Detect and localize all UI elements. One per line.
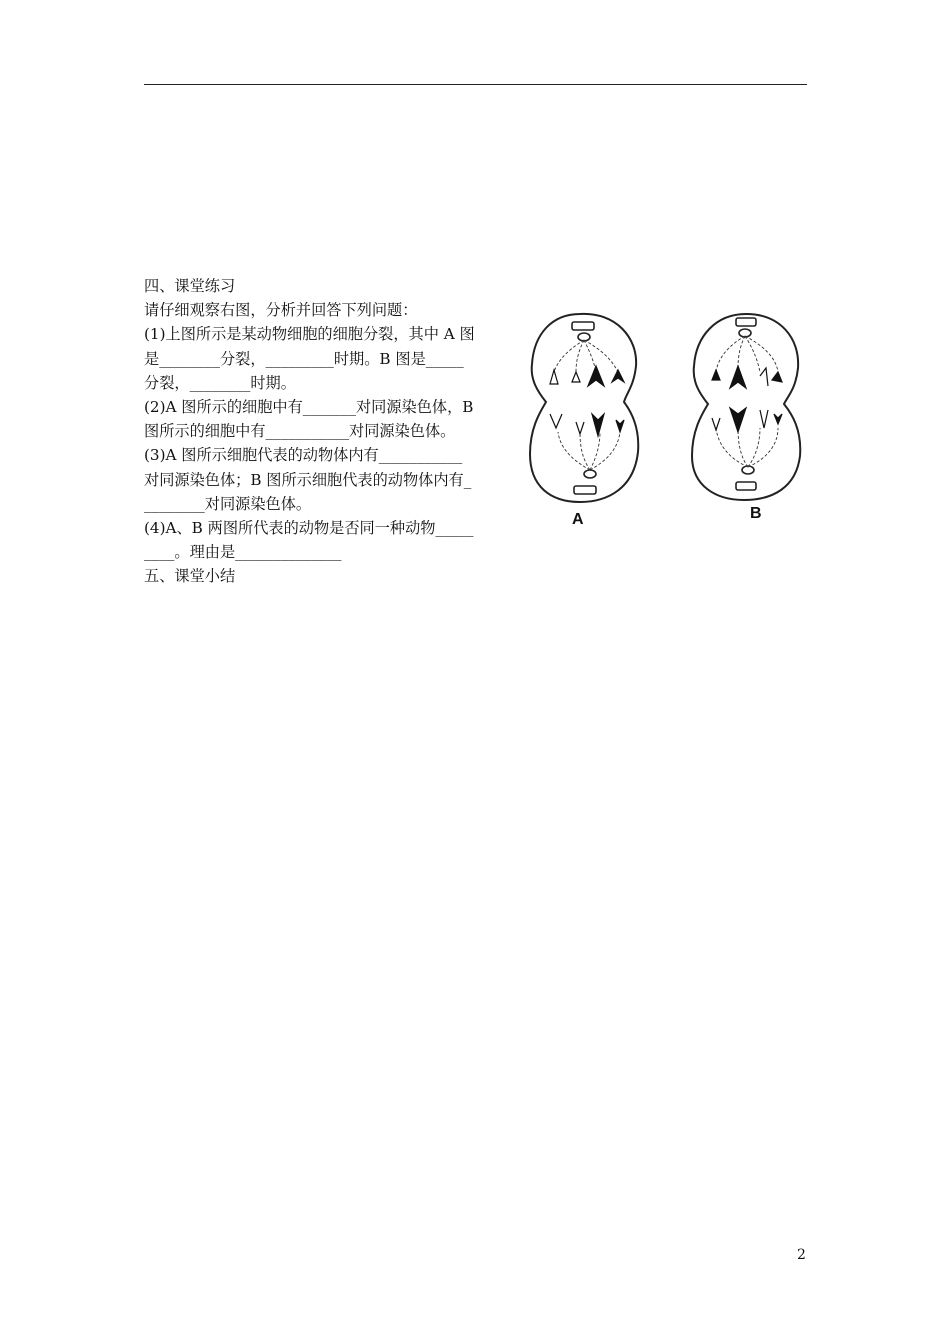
q1-line3: 分裂，________时期。 [144,373,296,392]
chromosome-a8 [616,420,624,432]
figure-label-b: B [750,505,762,522]
chromosome-a6 [576,422,584,434]
chromosome-a3 [588,366,604,386]
cell-b-bottom-centriole [742,466,754,474]
chromosome-b7 [760,410,768,428]
cell-b-bottom-bar [736,482,756,490]
header-rule [144,84,807,85]
page-number: 2 [797,1247,806,1263]
intro-text: 请仔细观察右图，分析并回答下列问题： [144,301,418,320]
q2-line1: (2)A 图所示的细胞中有_______对同源染色体，B [144,398,474,417]
cell-b-top-centriole [739,329,751,337]
q4-line1: (4)A、B 两图所代表的动物是否同一种动物_____ [144,519,474,538]
q3-line3: ________对同源染色体。 [144,494,312,513]
cell-a-top-centriole [578,333,590,341]
chromosome-b8 [774,414,782,424]
q1-line2: 是________分裂，_________时期。B 图是_____ [144,349,464,368]
chromosome-b5 [712,418,720,430]
chromosome-a1 [550,370,558,384]
q2-line2: 图所示的细胞中有___________对同源染色体。 [144,422,456,441]
chromosome-a4 [612,370,624,382]
q1-line1: (1)上图所示是某动物细胞的细胞分裂，其中 A 图 [144,325,475,344]
q3-line2: 对同源染色体；B 图所示细胞代表的动物体内有_ [144,470,472,489]
figure-label-a: A [572,511,584,528]
chromosome-b6 [730,408,746,432]
chromosome-b1 [712,370,720,380]
q3-line1: (3)A 图所示细胞代表的动物体内有___________ [144,446,463,465]
section5-title: 五、课堂小结 [144,567,236,586]
chromosome-b3 [760,368,768,386]
chromosome-a5 [550,414,562,428]
chromosome-a7 [592,414,604,436]
cell-division-figure [528,310,818,530]
chromosome-a2 [572,372,580,382]
chromosome-b2 [730,366,746,388]
chromosome-b4 [772,372,782,382]
cell-a-bottom-bar [574,486,596,494]
section4-title: 四、课堂练习 [144,277,236,295]
q4-line2: ____。理由是______________ [144,543,342,562]
exercise-text [144,274,516,589]
cell-b-top-bar [736,318,756,326]
cell-a-top-bar [572,322,594,330]
cell-a-bottom-centriole [584,470,596,478]
